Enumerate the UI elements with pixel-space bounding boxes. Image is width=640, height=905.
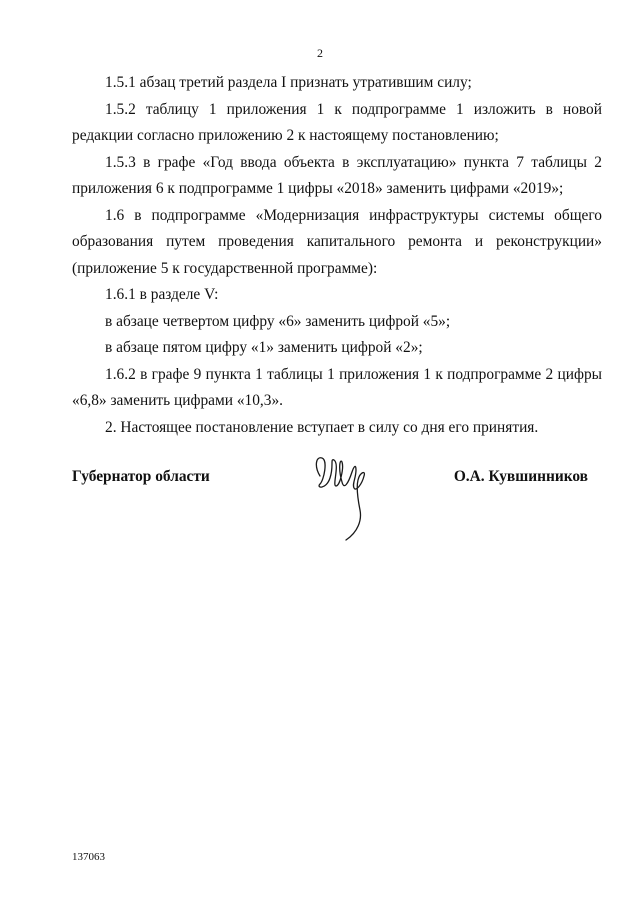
paragraph-1-6-1: 1.6.1 в разделе V: [105, 286, 219, 303]
paragraph-1-5-3: 1.5.3 в графе «Год ввода объекта в эксплуатацию» пункта 7 таблицы 2 приложения 6 к подпрограмме 1 цифры «2018» заменить цифрами «2019»; [72, 153, 602, 197]
document-body [72, 70, 602, 441]
document-code: 137063 [72, 851, 105, 863]
signer-title: Губернатор области [72, 468, 210, 485]
paragraph-1-5-1: 1.5.1 абзац третий раздела I признать утратившим силу; [105, 74, 472, 91]
paragraph-1-6-2: 1.6.2 в графе 9 пункта 1 таблицы 1 приложения 1 к подпрограмме 2 цифры «6,8» заменить цифрами «10,3». [72, 365, 602, 409]
page-number: 2 [317, 46, 323, 60]
paragraph-abzac-4: в абзаце четвертом цифру «6» заменить цифрой «5»; [105, 312, 451, 330]
paragraph-2: 2. Настоящее постановление вступает в силу со дня его принятия. [105, 418, 539, 436]
handwritten-signature [312, 454, 382, 544]
signer-name: О.А. Кувшинников [453, 468, 588, 485]
paragraph-abzac-5: в абзаце пятом цифру «1» заменить цифрой «2»; [105, 339, 423, 356]
paragraph-1-6: 1.6 в подпрограмме «Модернизация инфраструктуры системы общего образования путем проведения капитального ремонта и реконструкции» (приложение 5 к государственной программе): [72, 206, 602, 277]
paragraph-1-5-2: 1.5.2 таблицу 1 приложения 1 к подпрограмме 1 изложить в новой редакции согласно приложению 2 к настоящему постановлению; [72, 100, 602, 144]
signature-block [72, 468, 602, 548]
